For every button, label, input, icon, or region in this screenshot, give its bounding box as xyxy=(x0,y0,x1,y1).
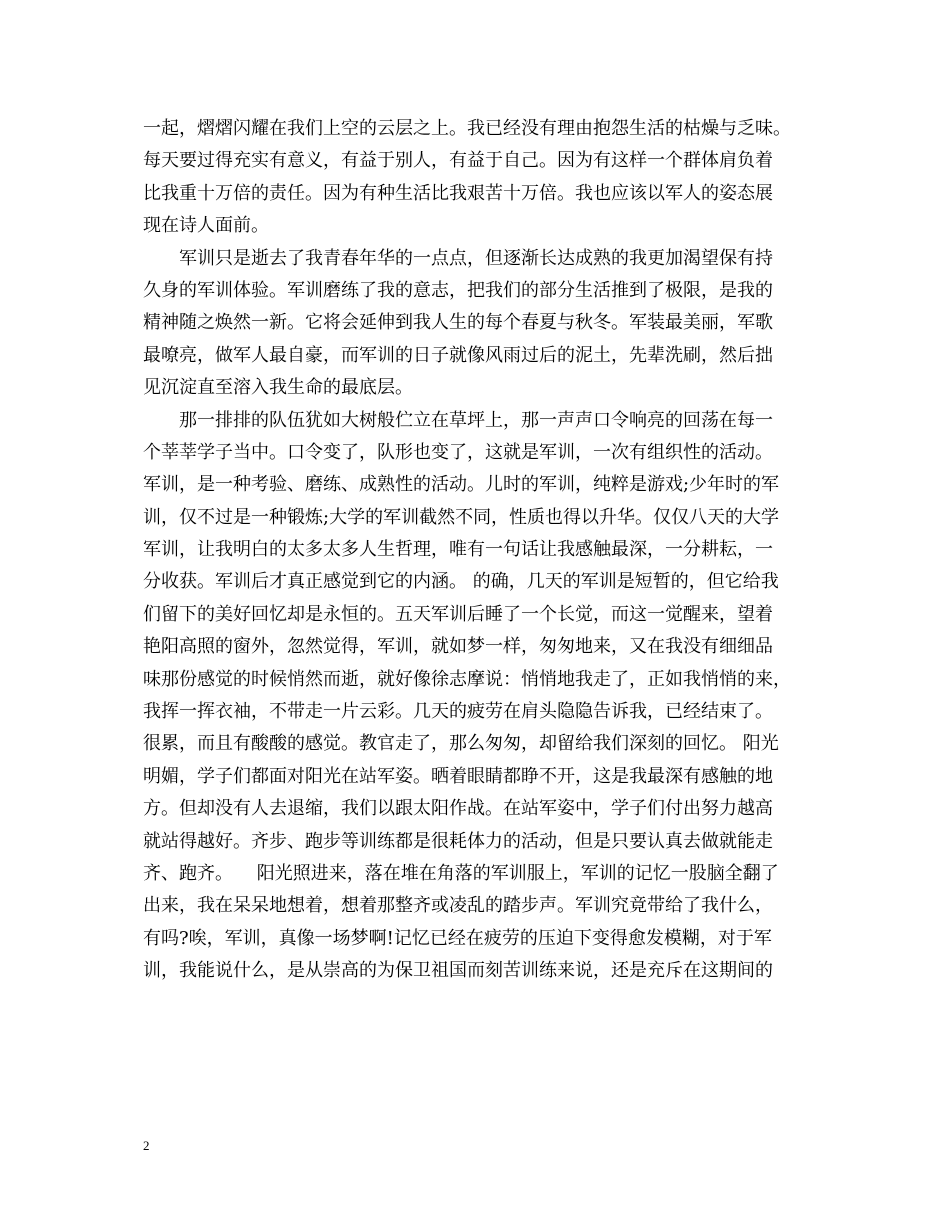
text-line: 现在诗人面前。 xyxy=(143,215,269,237)
text-line: 军训只是逝去了我青春年华的一点点，但逐渐长达成熟的我更加渴望保有持 xyxy=(143,247,773,269)
text-line: 有吗?唉，军训，真像一场梦啊!记忆已经在疲劳的压迫下变得愈发模糊，对于军 xyxy=(143,927,772,949)
text-line: 每天要过得充实有意义，有益于别人，有益于自己。因为有这样一个群体肩负着 xyxy=(143,150,773,172)
page-number: 2 xyxy=(143,1138,150,1153)
text-line: 那一排排的队伍犹如大树般伫立在草坪上，那一声声口令响亮的回荡在每一 xyxy=(143,409,773,431)
text-line: 见沉淀直至溶入我生命的最底层。 xyxy=(143,377,413,399)
document-body xyxy=(143,113,815,988)
text-line: 军训，是一种考验、磨练、成熟性的活动。儿时的军训，纯粹是游戏;少年时的军 xyxy=(143,474,780,496)
text-line: 分收获。军训后才真正感觉到它的内涵。 的确，几天的军训是短暂的，但它给我 xyxy=(143,571,779,593)
text-line: 很累，而且有酸酸的感觉。教官走了，那么匆匆，却留给我们深刻的回忆。 阳光 xyxy=(143,733,779,755)
text-line: 训，我能说什么，是从崇高的为保卫祖国而刻苦训练来说，还是充斥在这期间的 xyxy=(143,960,773,982)
text-line: 个莘莘学子当中。口令变了，队形也变了，这就是军训，一次有组织性的活动。 xyxy=(143,441,773,463)
text-line: 最嘹亮，做军人最自豪，而军训的日子就像风雨过后的泥土，先辈洗刷，然后拙 xyxy=(143,344,773,366)
text-line: 久身的军训体验。军训磨练了我的意志，把我们的部分生活推到了极限，是我的 xyxy=(143,279,773,301)
text-line: 一起，熠熠闪耀在我们上空的云层之上。我已经没有理由抱怨生活的枯燥与乏味。 xyxy=(143,118,791,139)
text-line: 出来，我在呆呆地想着，想着那整齐或凌乱的踏步声。军训究竟带给了我什么， xyxy=(143,895,773,917)
text-line: 军训，让我明白的太多太多人生哲理，唯有一句话让我感触最深，一分耕耘，一 xyxy=(143,539,773,561)
text-line: 齐、跑齐。 阳光照进来，落在堆在角落的军训服上，军训的记忆一股脑全翻了 xyxy=(143,862,779,884)
text-line: 比我重十万倍的责任。因为有种生活比我艰苦十万倍。我也应该以军人的姿态展 xyxy=(143,182,773,204)
text-line: 味那份感觉的时候悄然而逝，就好像徐志摩说：悄悄地我走了，正如我悄悄的来， xyxy=(143,668,791,690)
text-line: 我挥一挥衣袖，不带走一片云彩。几天的疲劳在肩头隐隐告诉我，已经结束了。 xyxy=(143,701,773,723)
text-line: 艳阳高照的窗外，忽然觉得，军训，就如梦一样，匆匆地来，又在我没有细细品 xyxy=(143,636,773,658)
text-line: 们留下的美好回忆却是永恒的。五天军训后睡了一个长觉，而这一觉醒来，望着 xyxy=(143,603,773,625)
text-line: 训，仅不过是一种锻炼;大学的军训截然不同，性质也得以升华。仅仅八天的大学 xyxy=(143,506,780,528)
text-line: 精神随之焕然一新。它将会延伸到我人生的每个春夏与秋冬。军装最美丽，军歌 xyxy=(143,312,773,334)
text-line: 明媚，学子们都面对阳光在站军姿。晒着眼睛都睁不开，这是我最深有感触的地 xyxy=(143,765,773,787)
text-line: 就站得越好。齐步、跑步等训练都是很耗体力的活动，但是只要认真去做就能走 xyxy=(143,830,773,852)
text-line: 方。但却没有人去退缩，我们以跟太阳作战。在站军姿中，学子们付出努力越高 xyxy=(143,798,773,820)
